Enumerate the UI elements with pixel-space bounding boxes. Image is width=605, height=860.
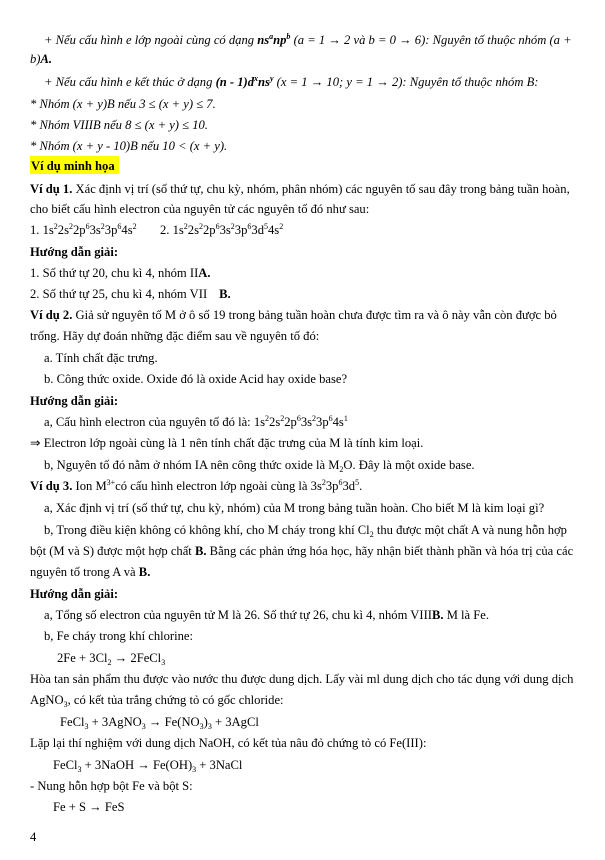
- ex2-solution-conclusion: ⇒ Electron lớp ngoài cùng là 1 nên tính chất đặc trưng của M là tính kim loại.: [30, 436, 424, 450]
- ex2-solution-heading: Hướng dẫn giải:: [30, 394, 119, 408]
- equation-fecl3-naoh: FeCl$_3$ + 3NaOH → $Fe(OH)_3$ + 3NaCl: [53, 758, 243, 774]
- formula-nsa-npb: $ns^anp^b$: [257, 32, 291, 47]
- ex1-config-1: 1. $1s^22s^22p^63s^23p^64s^2$: [30, 222, 137, 237]
- ex3-question-line1: Ví dụ 3. Ion $M^{3+}có$ cấu hình electron lớp ngoài cùng là $3s^23p^63d^5$.: [30, 478, 363, 493]
- page-number: 4: [30, 830, 37, 844]
- ex3-question-b-line1: b, Trong điều kiện không có không khí, cho M cháy trong khí $Cl_2$ thu được một chất A và nung hỗn hợp: [44, 523, 567, 539]
- rule-group-a-line2: b)A.: [30, 52, 53, 66]
- ex2-solution-b: b, Nguyên tố đó nằm ở nhóm IA nên công thức oxide là $M_2O$. Đây là một oxide base.: [44, 458, 475, 474]
- rule-bullet-2: * Nhóm VIIIB nếu 8 ≤ (x + y) ≤ 10.: [30, 118, 208, 132]
- ex3-solution-heading: Hướng dẫn giải:: [30, 587, 119, 601]
- rule-bullet-1: * Nhóm (x + y)B nếu 3 ≤ (x + y) ≤ 7.: [30, 97, 216, 111]
- ex2-question-line2: trống. Hãy dự đoán những đặc điểm sau về nguyên tố đó:: [30, 329, 320, 343]
- ex3-paragraph-1: Hòa tan sản phẩm thu được vào nước thu được dung dịch. Lấy vài ml dung dịch cho tác dụng với dung dịch: [30, 672, 574, 686]
- ex3-paragraph-3: Lặp lại thí nghiệm với dung dịch NaOH, có kết tủa nâu đỏ chứng tỏ có Fe(III):: [30, 736, 427, 750]
- ex1-configurations: [30, 222, 284, 238]
- ex1-solution-heading: Hướng dẫn giải:: [30, 245, 119, 259]
- section-heading: Ví dụ minh họa: [31, 159, 115, 173]
- ex3-question-a: a, Xác định vị trí (số thứ tự, chu kỳ, nhóm) của M trong bảng tuần hoàn. Cho biết M là kim loại gì?: [44, 501, 545, 515]
- rule-group-b-line: + Nếu cấu hình e kết thúc ở dạng $(n - 1)d^xns^y$ (x = 1 → 10; y = 1 → 2): Nguyên tố thuộc nhóm B:: [44, 74, 539, 89]
- ex2-solution-a: a, Cấu hình electron của nguyên tố đó là: $1s^22s^22p^63s^23p^64s^1$: [44, 414, 348, 429]
- equation-fe-s: Fe + S → FeS: [53, 800, 125, 814]
- rule-group-a-line1: + Nếu cấu hình e lớp ngoài cùng có dạng $ns^anp^b$ (a = 1 → 2 và b = 0 → 6): Nguyên tố thuộc nhóm (a +: [44, 32, 572, 47]
- ex1-answer-1: 1. Số thứ tự 20, chu kì 4, nhóm IIA.: [30, 266, 211, 280]
- ex3-question-b-line3: nguyên tố trong A và B.: [30, 565, 151, 579]
- ex3-paragraph-4: - Nung hỗn hợp bột Fe và bột S:: [30, 779, 193, 793]
- ex1-question-line1: Ví dụ 1. Xác định vị trí (số thứ tự, chu kỳ, nhóm, phân nhóm) các nguyên tố sau đây trong bảng tuần hoàn,: [30, 182, 570, 196]
- ex2-question-b: b. Công thức oxide. Oxide đó là oxide Acid hay oxide base?: [44, 372, 348, 386]
- ex2-question-a: a. Tính chất đặc trưng.: [44, 351, 158, 365]
- equation-fe-cl2: $2Fe + 3Cl_2$ → 2FeCl$_3$: [57, 651, 166, 667]
- ex3-solution-b: b, Fe cháy trong khí chlorine:: [44, 629, 193, 643]
- equation-fecl3-agno3: FeCl$_3$ + 3AgNO$_3$ → $Fe(NO_3)_3$ + 3AgCl: [60, 715, 259, 731]
- formula-d-s: $(n - 1)d^xns^y$: [215, 74, 274, 89]
- ex3-question-b-line2: bột (M và S) được một hợp chất B. Bằng các phản ứng hóa học, hãy nhận biết thành phần và hóa trị của các: [30, 544, 574, 558]
- ex1-answer-2: 2. Số thứ tự 25, chu kì 4, nhóm VII B.: [30, 287, 231, 301]
- ex2-question-line1: Ví dụ 2. Giả sử nguyên tố M ở ô số 19 trong bảng tuần hoàn chưa được tìm ra và ô này vẫn còn được bỏ: [30, 308, 557, 322]
- ex1-config-2: 2. $1s^22s^22p^63s^23p^63d^54s^2$: [160, 222, 284, 237]
- ex3-paragraph-2: AgNO$_3$, có kết tủa trắng chứng tỏ có gốc chloride:: [30, 693, 284, 709]
- rule-bullet-3: * Nhóm (x + y - 10)B nếu 10 < (x + y).: [30, 139, 228, 153]
- ex3-solution-a: a, Tổng số electron của nguyên tử M là 26. Số thứ tự 26, chu kì 4, nhóm VIIIB. M là Fe.: [44, 608, 490, 622]
- ex1-question-line2: cho biết cấu hình electron của nguyên tử các nguyên tố đó như sau:: [30, 202, 370, 216]
